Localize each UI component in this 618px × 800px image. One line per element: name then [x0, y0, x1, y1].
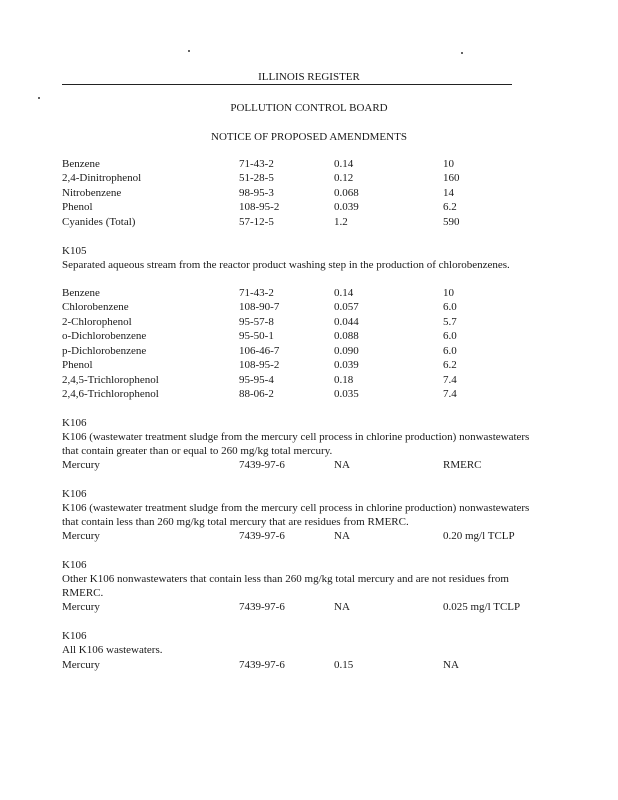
table-row: [62, 215, 542, 229]
constituent-name: 2,4-Dinitrophenol: [62, 172, 142, 184]
cas-number: 88-06-2: [239, 388, 274, 400]
wastewater-standard: 0.14: [334, 287, 354, 299]
wastewater-standard: 0.14: [334, 158, 354, 170]
wastewater-standard: 0.057: [334, 301, 359, 313]
k106b-description: K106 (wastewater treatment sludge from the mercury cell process in chlorine production) nonwastewaters that contain less than 260 mg/kg total mercury that are residues from RMERC.: [62, 502, 530, 528]
cas-number: 95-57-8: [239, 316, 274, 328]
nonwastewater-standard: 6.0: [443, 345, 457, 357]
constituent-name: Mercury: [62, 459, 100, 471]
wastewater-standard: NA: [334, 459, 350, 471]
k106a-description: K106 (wastewater treatment sludge from the mercury cell process in chlorine production) nonwastewaters that contain greater than or equal to 260 mg/kg total mercury.: [62, 431, 530, 457]
nonwastewater-standard: 0.20 mg/l TCLP: [443, 530, 515, 542]
constituent-name: 2,4,6-Trichlorophenol: [62, 388, 159, 400]
constituent-name: Mercury: [62, 601, 100, 613]
cas-number: 51-28-5: [239, 172, 274, 184]
k106d-description: All K106 wastewaters.: [62, 644, 163, 656]
table-row: [62, 171, 542, 185]
nonwastewater-standard: 6.2: [443, 201, 457, 213]
nonwastewater-standard: 7.4: [443, 374, 457, 386]
k105-code: K105: [62, 245, 87, 257]
table-row: [62, 315, 542, 329]
table-row: [62, 344, 542, 358]
k106a-code: K106: [62, 417, 87, 429]
constituent-name: p-Dichlorobenzene: [62, 345, 147, 357]
wastewater-standard: NA: [334, 530, 350, 542]
wastewater-standard: 0.068: [334, 187, 359, 199]
constituent-name: Phenol: [62, 359, 93, 371]
cas-number: 57-12-5: [239, 216, 274, 228]
table-row: [62, 286, 542, 300]
wastewater-standard: 0.039: [334, 359, 359, 371]
k106b-code: K106: [62, 488, 87, 500]
wastewater-standard: 0.088: [334, 330, 359, 342]
nonwastewater-standard: 590: [443, 216, 460, 228]
table-row: [62, 600, 542, 614]
header-rule: [62, 84, 512, 85]
constituent-name: Benzene: [62, 158, 100, 170]
constituent-name: 2,4,5-Trichlorophenol: [62, 374, 159, 386]
table-row: [62, 387, 542, 401]
constituent-name: Mercury: [62, 659, 100, 671]
constituent-name: Mercury: [62, 530, 100, 542]
wastewater-standard: 0.044: [334, 316, 359, 328]
cas-number: 7439-97-6: [239, 530, 285, 542]
wastewater-standard: 1.2: [334, 216, 348, 228]
table-row: [62, 658, 542, 672]
scan-speck: [461, 52, 463, 54]
k106d-code: K106: [62, 630, 87, 642]
k106c-code: K106: [62, 559, 87, 571]
register-title: ILLINOIS REGISTER: [258, 71, 360, 83]
wastewater-standard: 0.035: [334, 388, 359, 400]
nonwastewater-standard: 6.0: [443, 330, 457, 342]
table-row: [62, 186, 542, 200]
wastewater-standard: NA: [334, 601, 350, 613]
scan-speck: [188, 50, 190, 52]
nonwastewater-standard: 10: [443, 287, 454, 299]
board-title: POLLUTION CONTROL BOARD: [230, 102, 388, 114]
table-row: [62, 200, 542, 214]
table-row: [62, 358, 542, 372]
nonwastewater-standard: 5.7: [443, 316, 457, 328]
cas-number: 108-90-7: [239, 301, 280, 313]
cas-number: 95-95-4: [239, 374, 274, 386]
k105-description: Separated aqueous stream from the reactor product washing step in the production of chlorobenzenes.: [62, 259, 510, 271]
scan-speck: [38, 97, 40, 99]
table-row: [62, 373, 542, 387]
wastewater-standard: 0.18: [334, 374, 354, 386]
cas-number: 95-50-1: [239, 330, 274, 342]
nonwastewater-standard: 6.0: [443, 301, 457, 313]
wastewater-standard: 0.15: [334, 659, 354, 671]
constituent-name: Nitrobenzene: [62, 187, 122, 199]
nonwastewater-standard: NA: [443, 659, 459, 671]
table-row: [62, 329, 542, 343]
cas-number: 98-95-3: [239, 187, 274, 199]
nonwastewater-standard: 6.2: [443, 359, 457, 371]
notice-title: NOTICE OF PROPOSED AMENDMENTS: [211, 131, 407, 143]
table-row: [62, 157, 542, 171]
constituent-name: Chlorobenzene: [62, 301, 129, 313]
cas-number: 106-46-7: [239, 345, 280, 357]
cas-number: 108-95-2: [239, 201, 280, 213]
nonwastewater-standard: 160: [443, 172, 460, 184]
wastewater-standard: 0.12: [334, 172, 354, 184]
table-row: [62, 529, 542, 543]
nonwastewater-standard: 7.4: [443, 388, 457, 400]
nonwastewater-standard: RMERC: [443, 459, 482, 471]
cas-number: 7439-97-6: [239, 459, 285, 471]
k106c-description: Other K106 nonwastewaters that contain less than 260 mg/kg total mercury and are not residues from RMERC.: [62, 573, 509, 599]
table-row: [62, 300, 542, 314]
cas-number: 7439-97-6: [239, 659, 285, 671]
constituent-name: Phenol: [62, 201, 93, 213]
constituent-name: Cyanides (Total): [62, 216, 136, 228]
nonwastewater-standard: 10: [443, 158, 454, 170]
nonwastewater-standard: 14: [443, 187, 454, 199]
nonwastewater-standard: 0.025 mg/l TCLP: [443, 601, 521, 613]
table-row: [62, 458, 542, 472]
cas-number: 71-43-2: [239, 287, 274, 299]
cas-number: 7439-97-6: [239, 601, 285, 613]
constituent-name: Benzene: [62, 287, 100, 299]
wastewater-standard: 0.039: [334, 201, 359, 213]
constituent-name: 2-Chlorophenol: [62, 316, 132, 328]
wastewater-standard: 0.090: [334, 345, 359, 357]
cas-number: 108-95-2: [239, 359, 280, 371]
cas-number: 71-43-2: [239, 158, 274, 170]
constituent-name: o-Dichlorobenzene: [62, 330, 147, 342]
